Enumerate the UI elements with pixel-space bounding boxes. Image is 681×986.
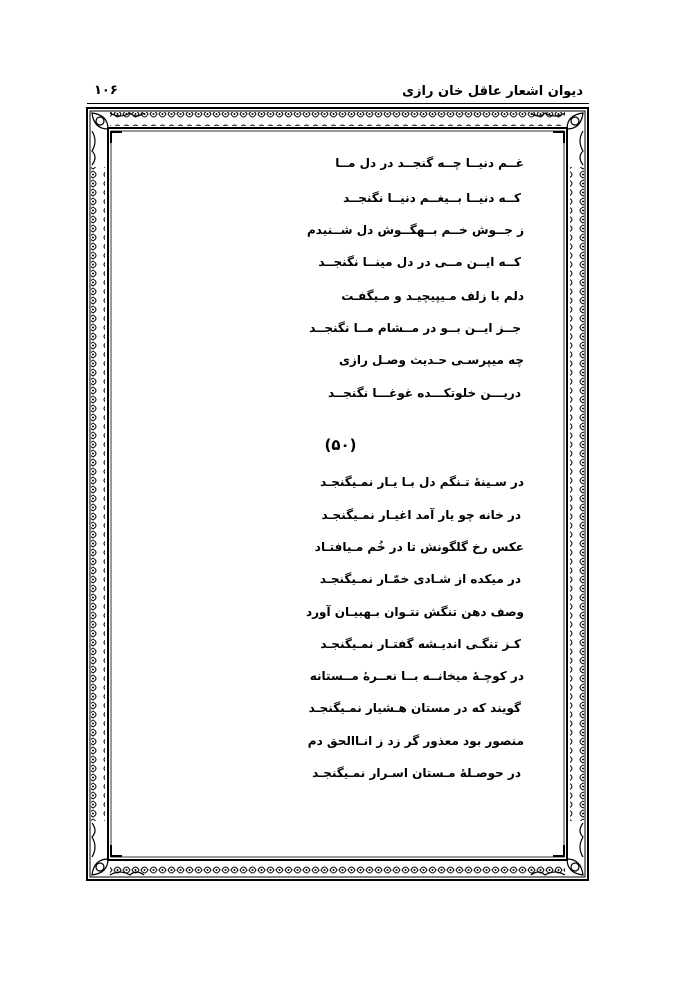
- verse-line: کـز تنگـی اندیـشه گفتـار نمـیگنجـد: [320, 637, 521, 651]
- verse-line: کــه دنیــا بــیغــم دنیــا نگنجــد: [343, 191, 521, 205]
- verse-line: در حوصـلهٔ مـستان اسـرار نمـیگنجـد: [312, 766, 521, 780]
- verse-line: دریـــن خلوتکـــده غوغـــا نگنجــد: [328, 386, 521, 400]
- header-rule: [87, 103, 589, 104]
- verse-line: جــز ایــن بــو در مــشام مــا نگنجــد: [309, 321, 521, 335]
- verse-line: کــه ایــن مــی در دل مینــا نگنجــد: [318, 255, 521, 269]
- verse-line: در کوچـهٔ میخانــه بــا نعــرهٔ مــستانه: [309, 669, 524, 683]
- page-number: ۱۰۶: [94, 83, 118, 98]
- running-header-title: دیوان اشعار عاقل خان رازی: [402, 84, 583, 99]
- verse-line: دلم با زلف مـیپیچیـد و مـیگفـت: [341, 289, 524, 303]
- verse-line: منصور بود معذور گر زد ز انـاالحق دم: [307, 734, 524, 748]
- verse-line: گویند که در مستان هـشیار نمـیگنجـد: [308, 701, 521, 715]
- verse-line: عکس رخ گلگونش تا در خُم مـیافتـاد: [314, 540, 524, 554]
- poem-number: (۵۰): [324, 436, 357, 454]
- verse-line: غــم دنیــا چــه گنجــد در دل مــا: [335, 156, 524, 170]
- verse-line: در سـینهٔ تـنگم دل بـا یـار نمـیگنجـد: [320, 475, 524, 489]
- verse-line: چه میپرسـی حـدیث وصـل رازی: [338, 353, 524, 367]
- verse-line: ز جــوش خــم بــهگــوش دل شــنیدم: [307, 223, 524, 237]
- verse-line: در میکده از شـادی خمّـار نمـیگنجـد: [319, 572, 521, 586]
- verse-line: در خانه چو یار آمد اغیـار نمـیگنجـد: [321, 508, 521, 522]
- verse-line: وصف دهن تنگش نتـوان بـهبیـان آورد: [305, 605, 524, 619]
